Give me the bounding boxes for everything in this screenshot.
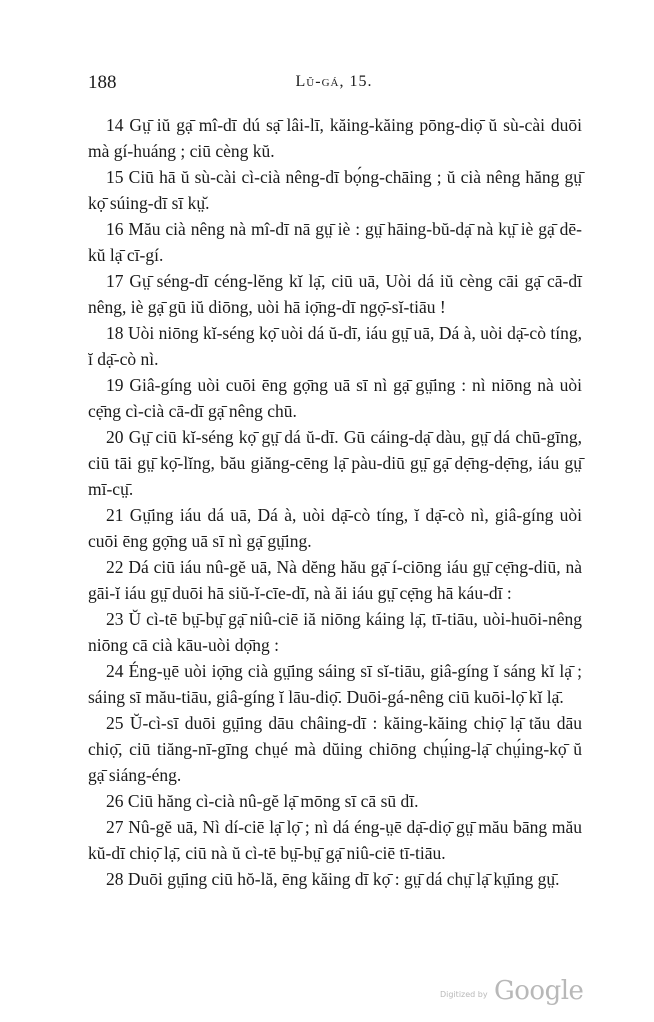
verse-28: 28 Duōi gṳ̄ing ciū hŏ-lă, ēng kăing dī kọ̄ : gṳ̄ dá chṳ̄ lạ̄ kṳ̄ing gṳ̄. xyxy=(106,869,560,889)
verse-19: 19 Giâ-gíng uòi cuōi ēng gọ̄ng uā sī nì gạ̄ gṳ̄ing : nì niōng nà uòi cẹ̄ng cì-cià cā-dī gạ̄ nêng chū. xyxy=(88,375,582,421)
verse-18: 18 Uòi niōng kĭ-séng kọ̄ uòi dá ŭ-dī, iáu gṳ̄ uā, Dá à, uòi dạ̄-cò tíng, ĭ dạ̄-cò nì. xyxy=(88,323,582,369)
running-title: Lŭ-gá, 15. xyxy=(295,73,373,90)
google-logo: Google xyxy=(494,976,584,1006)
verse-21: 21 Gṳ̄ing iáu dá uā, Dá à, uòi dạ̄-cò tíng, ĭ dạ̄-cò nì, giâ-gíng uòi cuōi ēng gọ̄ng uā sī nì gạ̄ gṳ̄ing. xyxy=(88,505,582,551)
verse-17: 17 Gṳ̄ séng-dī céng-lĕng kĭ lạ̄, ciū uā, Uòi dá iŭ cèng cāi gạ̄ cā-dī nêng, iè gạ̄ gū iŭ diōng, uòi hā iọ̄ng-dī ngọ̄-sĭ-tiāu ! xyxy=(88,271,582,317)
verse-27: 27 Nû-gĕ uā, Nì dí-ciē lạ̄ lọ̄ ; nì dá éng-ṳē dạ̄-diọ̄ gṳ̄ mău bāng mău kŭ-dī chiọ̄ lạ̄, ciū nà ŭ cì-tē bṳ̄-bṳ̄ gạ̄ niû-ciē tī-tiāu. xyxy=(88,817,582,863)
verse-26: 26 Ciū hăng cì-cià nû-gĕ lạ̄ mōng sī cā sū dī. xyxy=(106,791,419,811)
verse-15: 15 Ciū hā ŭ sù-cài cì-cià nêng-dī bọ́ng-chāing ; ŭ cià nêng hăng gṳ̄ kọ̄ súing-dī sī kṳ̆. xyxy=(88,167,582,213)
verse-16: 16 Mău cià nêng nà mî-dī nā gṳ̄ iè : gṳ̄ hāing-bŭ-dạ̄ nà kṳ̄ iè gạ̄ dē-kŭ lạ̄ cī-gí. xyxy=(88,219,582,265)
verse-list xyxy=(88,112,582,892)
page-number: 188 xyxy=(88,72,117,93)
verse-14: 14 Gṳ̄ iŭ gạ̄ mî-dī dú sạ̄ lâi-lī, kăing-kăing pōng-diọ̄ ŭ sù-cài duōi mà gí-huáng ; ciū cèng kŭ. xyxy=(88,115,582,161)
verse-24: 24 Éng-ṳē uòi iọ̄ng cià gṳ̄ing sáing sī sĭ-tiāu, giâ-gíng ĭ sáng kĭ lạ̄ ; sáing sī mău-tiāu, giâ-gíng ĭ lāu-diọ̄. Duōi-gá-nêng ciū kuōi-lọ̄ kĭ lạ̄. xyxy=(88,661,582,707)
verse-22: 22 Dá ciū iáu nû-gĕ uā, Nà dĕng hău gạ̄ í-ciōng iáu gṳ̄ cẹ̄ng-diū, nà gāi-ĭ iáu gṳ̄ duōi hā siŭ-ĭ-cīe-dī, nà ăi iáu gṳ̄ cẹ̄ng hā káu-dī : xyxy=(88,557,582,603)
digitized-watermark xyxy=(440,976,584,1006)
verse-20: 20 Gṳ̄ ciū kĭ-séng kọ̄ gṳ̄ dá ŭ-dī. Gū cáing-dạ̄ dàu, gṳ̄ dá chū-gīng, ciū tāi gṳ̄ kọ̄-lĭng, bău giăng-cēng lạ̄ pàu-diū gṳ̄ gạ̄ dẹ̄ng-dẹ̄ng, iáu gṳ̄ mī-cṳ̄. xyxy=(88,427,582,499)
watermark-small-text: Digitized by xyxy=(440,990,488,999)
page-header xyxy=(88,72,580,96)
verse-23: 23 Ŭ cì-tē bṳ̄-bṳ̄ gạ̄ niû-ciē iă niōng káing lạ̄, tī-tiāu, uòi-huōi-nêng niōng cā cià kāu-uòi dọ̄ng : xyxy=(88,609,582,655)
verse-25: 25 Ŭ-cì-sī duōi gṳ̄ing dāu châing-dī : kăing-kăing chiọ̄ lạ̄ tău dāu chiọ̄, ciū tiăng-nī-gīng chṳé mà dŭing chiōng chṳ́ing-lạ̄ chṳ́ing-kọ̄ ŭ gạ̄ siáng-éng. xyxy=(88,713,582,785)
